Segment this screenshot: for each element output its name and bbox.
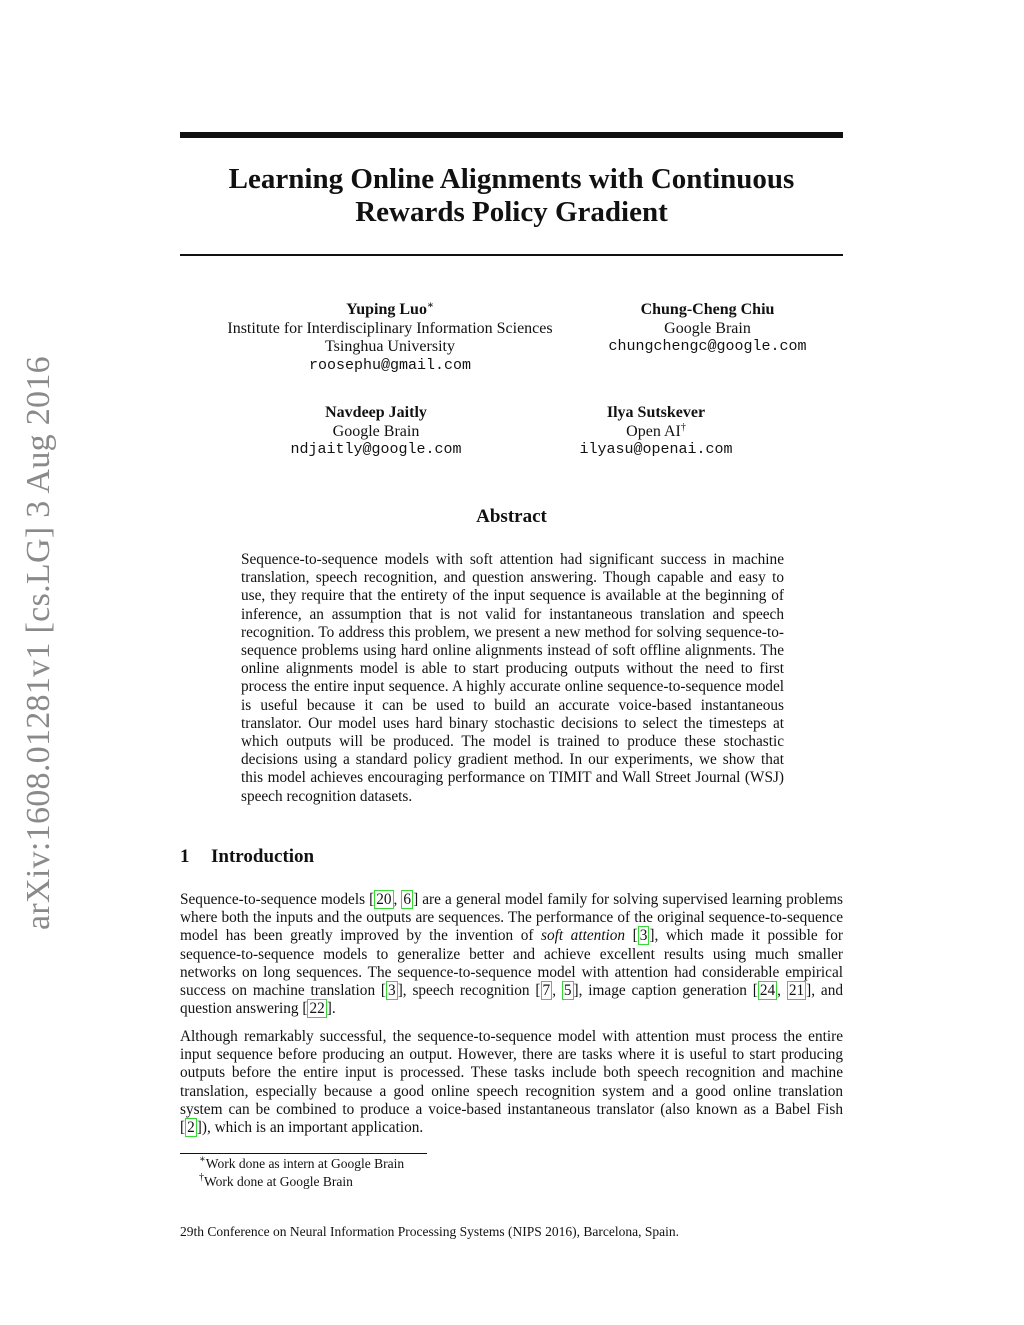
- paper-title: [180, 163, 843, 229]
- footnote-rule: [180, 1153, 427, 1154]
- citation-link[interactable]: 5: [563, 982, 572, 1000]
- citation-link[interactable]: 3: [388, 982, 396, 1000]
- section-title: Introduction: [211, 846, 315, 867]
- author-block-sutskever: [571, 404, 741, 460]
- author-block-luo: [180, 301, 600, 375]
- citation-link[interactable]: 20: [376, 891, 392, 908]
- author-affiliation: Institute for Interdisciplinary Information Sciences: [227, 319, 553, 337]
- abstract-heading: Abstract: [476, 506, 547, 527]
- intro-paragraph-1: Sequence-to-sequence models [ 20 , 6 ] are a general model family for solving supervised learning problems where both the inputs and the outputs are sequences. The performance of the original sequence-to-sequence model has been greatly improved by the invention of soft attention [ 3 ], which made it possible for sequence-to-sequence models to generalize better and achieve excellent results using much smaller networks on long sequences. The sequence-to-sequence model with attention had considerable empirical success on machine translation [ 3 ], speech recognition [ 7 , 5 ], image caption generation [ 24 , 21 ], and question answering [ 22 ].: [180, 891, 844, 1018]
- citation-link[interactable]: 24: [759, 982, 776, 1000]
- author-name: Navdeep Jaitly: [325, 404, 427, 421]
- author-email: ilyasu@openai.com: [579, 441, 733, 458]
- author-name: Chung-Cheng Chiu: [640, 301, 775, 318]
- author-email: chungchengc@google.com: [608, 338, 807, 355]
- author-name: Ilya Sutskever: [606, 404, 706, 421]
- citation-link[interactable]: 6: [403, 891, 412, 908]
- arxiv-identifier: arXiv:1608.01281v1 [cs.LG] 3 Aug 2016: [20, 356, 57, 930]
- footnote-mark: †: [199, 1172, 204, 1183]
- author-email: roosephu@gmail.com: [308, 356, 472, 374]
- intro-paragraph-2: Although remarkably successful, the sequence-to-sequence model with attention must process the entire input sequence before producing an output. However, there are tasks where it is useful to start producing outputs before the entire input is processed. These tasks include both speech recognition and machine translation, especially because a good online speech recognition system and a good online translation system can be combined to produce a voice-based instantaneous translator (also known as a Babel Fish [ 2 ]), which is an important application.: [180, 1028, 843, 1137]
- title-line-1: Learning Online Alignments with Continuous: [228, 163, 795, 195]
- conference-note: 29th Conference on Neural Information Processing Systems (NIPS 2016), Barcelona, Spain.: [180, 1224, 680, 1239]
- author-block-chiu: [595, 301, 820, 357]
- author-email: ndjaitly@google.com: [290, 441, 462, 458]
- footnote-mark: ∗: [199, 1154, 206, 1165]
- author-affiliation: Google Brain: [332, 422, 420, 440]
- citation-link[interactable]: 3: [639, 927, 648, 945]
- footnote-2: †Work done at Google Brain: [199, 1172, 353, 1189]
- author-affiliation: Tsinghua University: [325, 338, 455, 355]
- author-name: Yuping Luo∗: [346, 300, 434, 318]
- author-block-jaitly: [276, 404, 476, 460]
- footnote-mark: ∗: [426, 300, 434, 311]
- citation-link[interactable]: 7: [542, 982, 551, 1000]
- section-number: 1: [180, 846, 190, 867]
- title-line-2: Rewards Policy Gradient: [355, 196, 668, 228]
- citation-link[interactable]: 2: [187, 1119, 195, 1137]
- footnote-1: ∗Work done as intern at Google Brain: [199, 1154, 405, 1171]
- emphasis-text: soft attention: [541, 927, 626, 945]
- title-bottom-rule: [180, 254, 843, 256]
- section-heading: [180, 846, 314, 868]
- footnote-mark: †: [680, 421, 686, 433]
- abstract-body: Sequence-to-sequence models with soft attention had significant success in machine translation, speech recognition, and question answering. Though capable and easy to use, they require that the entirety of the input sequence is available at the beginning of inference, an assumption that is not valid for instantaneous translation and speech recognition. To address this problem, we present a new method for solving sequence-to-sequence problems using hard online alignments instead of soft offline alignments. The online alignments model is able to start producing outputs without the need to first process the entire input sequence. A highly accurate online sequence-to-sequence model is useful because it can be used to build an accurate voice-based instantaneous translator. Our model uses hard binary stochastic decisions to select the timesteps at which outputs will be produced. The model is trained to produce these stochastic decisions using a standard policy gradient method. In our experiments, we show that this model achieves encouraging performance on TIMIT and Wall Street Journal (WSJ) speech recognition datasets.: [241, 551, 784, 805]
- author-affiliation: Google Brain: [664, 319, 751, 337]
- citation-link[interactable]: 21: [788, 982, 805, 1000]
- citation-link[interactable]: 22: [309, 1000, 325, 1018]
- title-top-rule: [180, 132, 843, 138]
- author-affiliation: Open AI†: [626, 421, 686, 440]
